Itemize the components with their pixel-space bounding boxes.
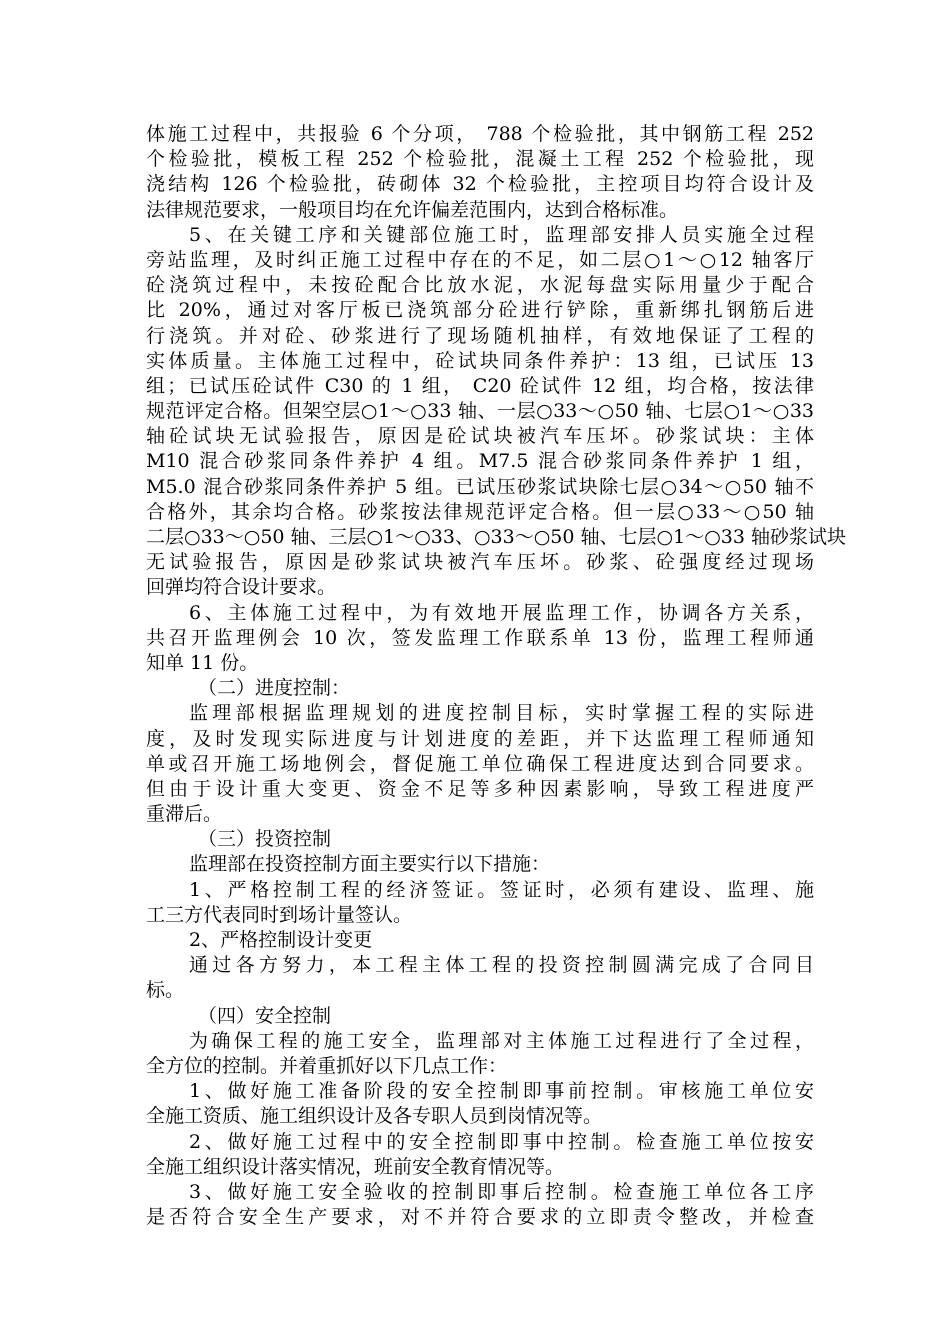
text-line: 知单 11 份。 — [146, 651, 259, 674]
text-line: 全施工组织设计落实情况，班前安全教育情况等。 — [146, 1155, 565, 1178]
text-line: 监理部在投资控制方面主要实行以下措施： — [189, 853, 551, 876]
text-line: 3、做好施工安全验收的控制即事后控制。检查施工单位各工序 — [189, 1180, 814, 1203]
text-line: 回弹均符合设计要求。 — [146, 576, 337, 599]
text-line: 2、严格控制设计变更 — [189, 929, 373, 951]
text-line: M10 混合砂浆同条件养护 4 组。M7.5 混合砂浆同条件养护 1 组， — [146, 450, 814, 473]
text-line: 但由于设计重大变更、资金不足等多种因素影响，导致工程进度严 — [146, 777, 814, 800]
text-line: 轴砼试块无试验报告，原因是砼试块被汽车压坏。砂浆试块：主体 — [146, 425, 814, 448]
text-line: （三）投资控制 — [198, 828, 332, 851]
text-line: 实体质量。主体施工过程中，砼试块同条件养护：13 组，已试压 13 — [146, 349, 814, 372]
text-line: 5、在关键工序和关键部位施工时，监理部安排人员实施全过程 — [189, 223, 814, 246]
text-line: 比 20%，通过对客厅板已浇筑部分砼进行铲除，重新绑扎钢筋后进 — [146, 299, 814, 322]
text-line: 是否符合安全生产要求，对不并符合要求的立即责令整改，并检查 — [146, 1206, 814, 1229]
text-line: 为确保工程的施工安全，监理部对主体施工过程进行了全过程， — [189, 1029, 814, 1052]
text-line: 旁站监理，及时纠正施工过程中存在的不足，如二层○1～○12 轴客厅 — [146, 248, 814, 271]
text-line: 度，及时发现实际进度与计划进度的差距，并下达监理工程师通知 — [146, 727, 814, 750]
text-line: 重滞后。 — [146, 803, 223, 826]
text-line: 2、做好施工过程中的安全控制即事中控制。检查施工单位按安 — [189, 1130, 814, 1153]
text-line: （四）安全控制 — [198, 1004, 332, 1027]
text-line: 体施工过程中，共报验 6 个分项， 788 个检验批，其中钢筋工程 252 — [146, 123, 814, 145]
text-line: 规范评定合格。但架空层○1～○33 轴、一层○33～○50 轴、七层○1～○33 — [146, 400, 814, 423]
text-line: 标。 — [146, 979, 185, 1002]
text-line: 个检验批，模板工程 252 个检验批，混凝土工程 252 个检验批，现 — [146, 148, 814, 171]
text-line: 单或召开施工场地例会，督促施工单位确保工程进度达到合同要求。 — [146, 752, 814, 775]
document-page — [146, 122, 846, 1230]
text-line: 组；已试压砼试件 C30 的 1 组， C20 砼试件 12 组，均合格，按法律 — [146, 374, 814, 397]
text-line: 工三方代表同时到场计量签认。 — [146, 903, 413, 926]
text-line: 二层○33～○50 轴、三层○1～○33、○33～○50 轴、七层○1～○33 轴砂浆试块 — [146, 526, 846, 548]
text-line: M5.0 混合砂浆同条件养护 5 组。已试压砂浆试块除七层○34～○50 轴不 — [146, 475, 814, 498]
text-line: 砼浇筑过程中，未按砼配合比放水泥，水泥每盘实际用量少于配合 — [146, 274, 814, 297]
text-line: 无试验报告，原因是砂浆试块被汽车压坏。砂浆、砼强度经过现场 — [146, 551, 814, 574]
text-line: 1、做好施工准备阶段的安全控制即事前控制。审核施工单位安 — [189, 1080, 814, 1103]
text-line: 全方位的控制。并着重抓好以下几点工作： — [146, 1054, 508, 1077]
text-line: （二）进度控制： — [198, 677, 351, 700]
text-line: 行浇筑。并对砼、砂浆进行了现场随机抽样，有效地保证了工程的 — [146, 324, 814, 347]
text-line: 合格外，其余均合格。砂浆按法律规范评定合格。但一层○33～○50 轴 — [146, 500, 814, 523]
text-line: 浇结构 126 个检验批，砖砌体 32 个检验批，主控项目均符合设计及 — [146, 173, 814, 196]
text-line: 1、严格控制工程的经济签证。签证时，必须有建设、监理、施 — [189, 878, 814, 901]
text-line: 全施工资质、施工组织设计及各专职人员到岗情况等。 — [146, 1105, 603, 1128]
text-line: 监理部根据监理规划的进度控制目标，实时掌握工程的实际进 — [189, 702, 814, 725]
text-line: 通过各方努力，本工程主体工程的投资控制圆满完成了合同目 — [189, 954, 814, 977]
text-line: 6、主体施工过程中，为有效地开展监理工作，协调各方关系， — [189, 601, 814, 624]
text-line: 法律规范要求，一般项目均在允许偏差范围内，达到合格标准。 — [146, 198, 679, 221]
text-line: 共召开监理例会 10 次，签发监理工作联系单 13 份，监理工程师通 — [146, 626, 814, 649]
